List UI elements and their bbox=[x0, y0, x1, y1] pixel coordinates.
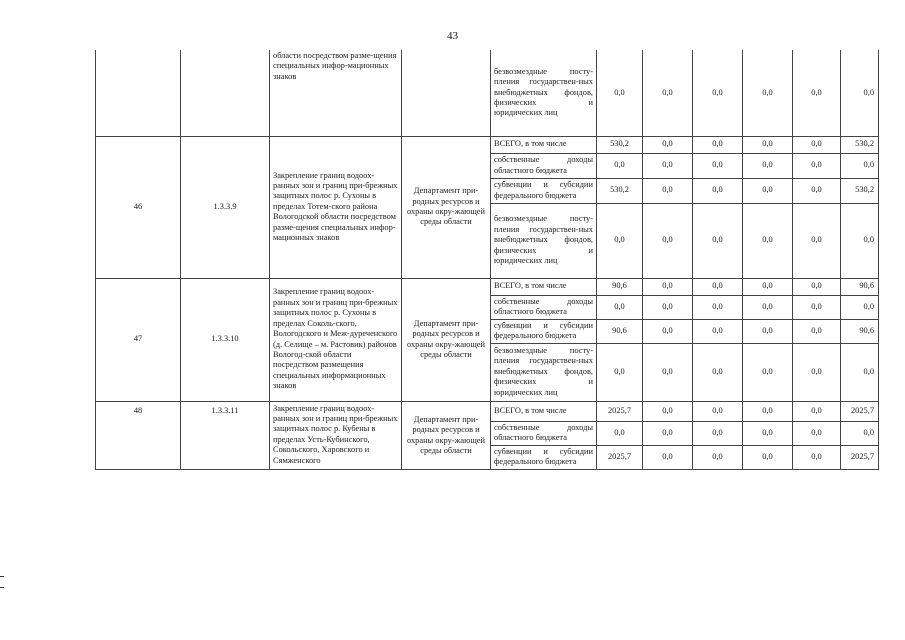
value-cell: 0,0 bbox=[743, 136, 793, 153]
value-cell: 0,0 bbox=[597, 203, 643, 278]
item-description: Закрепление границ водоох-ранных зон и границ при-брежных защитных полос р. Сухоны в пределах Соколь-ского, Вологодского и Меж-дуреченского (д. Селище – м. Растовик) районов Вологод-ской области посредством размещения специальных информационных знаков bbox=[270, 278, 402, 401]
responsible-cell bbox=[402, 50, 491, 136]
value-cell: 0,0 bbox=[743, 50, 793, 136]
item-number: 47 bbox=[96, 278, 181, 401]
item-code: 1.3.3.10 bbox=[181, 278, 270, 401]
value-cell: 0,0 bbox=[643, 278, 693, 295]
value-cell: 0,0 bbox=[643, 178, 693, 203]
value-cell: 0,0 bbox=[643, 295, 693, 319]
value-cell: 0,0 bbox=[693, 153, 743, 178]
value-cell: 2025,7 bbox=[841, 445, 879, 469]
funding-source: ВСЕГО, в том числе bbox=[491, 278, 597, 295]
value-cell: 0,0 bbox=[643, 445, 693, 469]
item-code-cell bbox=[181, 50, 270, 136]
value-cell: 0,0 bbox=[793, 178, 841, 203]
funding-source: субвенции и субсидии федерального бюджета bbox=[491, 178, 597, 203]
item-number: 46 bbox=[96, 136, 181, 278]
value-cell: 0,0 bbox=[841, 203, 879, 278]
value-cell: 0,0 bbox=[597, 50, 643, 136]
value-cell: 90,6 bbox=[841, 278, 879, 295]
value-cell: 0,0 bbox=[793, 278, 841, 295]
value-cell: 0,0 bbox=[743, 153, 793, 178]
funding-source: субвенции и субсидии федерального бюджета bbox=[491, 445, 597, 469]
funding-source: безвозмездные посту-пления государствен-ных внебюджетных фондов, физических и юридических лиц bbox=[491, 50, 597, 136]
table-row bbox=[96, 50, 879, 136]
funding-source: субвенции и субсидии федерального бюджета bbox=[491, 319, 597, 343]
value-cell: 0,0 bbox=[597, 343, 643, 401]
value-cell: 0,0 bbox=[693, 319, 743, 343]
value-cell: 0,0 bbox=[597, 295, 643, 319]
item-code: 1.3.3.11 bbox=[181, 401, 270, 469]
funding-source: ВСЕГО, в том числе bbox=[491, 401, 597, 421]
value-cell: 0,0 bbox=[643, 401, 693, 421]
responsible-department: Департамент при-родных ресурсов и охраны окру-жающей среды области bbox=[402, 278, 491, 401]
value-cell: 0,0 bbox=[643, 343, 693, 401]
value-cell: 0,0 bbox=[841, 295, 879, 319]
funding-source: безвозмездные посту-пления государствен-ных внебюджетных фондов, физических и юридических лиц bbox=[491, 203, 597, 278]
value-cell: 0,0 bbox=[693, 203, 743, 278]
item-description: области посредством разме-щения специальных инфор-мационных знаков bbox=[270, 50, 402, 136]
margin-mark bbox=[0, 576, 4, 588]
value-cell: 0,0 bbox=[793, 445, 841, 469]
value-cell: 0,0 bbox=[841, 343, 879, 401]
value-cell: 0,0 bbox=[743, 178, 793, 203]
value-cell: 0,0 bbox=[743, 401, 793, 421]
value-cell: 0,0 bbox=[743, 319, 793, 343]
value-cell: 0,0 bbox=[793, 203, 841, 278]
value-cell: 0,0 bbox=[693, 295, 743, 319]
value-cell: 0,0 bbox=[793, 401, 841, 421]
value-cell: 0,0 bbox=[793, 136, 841, 153]
funding-source: собственные доходы областного бюджета bbox=[491, 295, 597, 319]
value-cell: 0,0 bbox=[643, 421, 693, 445]
table-row bbox=[96, 401, 879, 421]
value-cell: 0,0 bbox=[597, 421, 643, 445]
value-cell: 0,0 bbox=[693, 445, 743, 469]
value-cell: 0,0 bbox=[693, 178, 743, 203]
funding-source: безвозмездные посту-пления государствен-ных внебюджетных фондов, физических и юридических лиц bbox=[491, 343, 597, 401]
value-cell: 530,2 bbox=[841, 178, 879, 203]
value-cell: 0,0 bbox=[743, 295, 793, 319]
value-cell: 0,0 bbox=[693, 343, 743, 401]
funding-source: собственные доходы областного бюджета bbox=[491, 153, 597, 178]
value-cell: 90,6 bbox=[597, 319, 643, 343]
value-cell: 90,6 bbox=[597, 278, 643, 295]
value-cell: 0,0 bbox=[743, 203, 793, 278]
responsible-department: Департамент при-родных ресурсов и охраны окру-жающей среды области bbox=[402, 401, 491, 469]
value-cell: 0,0 bbox=[643, 50, 693, 136]
funding-source: ВСЕГО, в том числе bbox=[491, 136, 597, 153]
table-row bbox=[96, 278, 879, 295]
value-cell: 90,6 bbox=[841, 319, 879, 343]
value-cell: 2025,7 bbox=[841, 401, 879, 421]
value-cell: 0,0 bbox=[643, 203, 693, 278]
value-cell: 0,0 bbox=[693, 136, 743, 153]
value-cell: 0,0 bbox=[693, 278, 743, 295]
value-cell: 530,2 bbox=[841, 136, 879, 153]
value-cell: 0,0 bbox=[743, 445, 793, 469]
value-cell: 0,0 bbox=[793, 50, 841, 136]
value-cell: 0,0 bbox=[743, 343, 793, 401]
value-cell: 0,0 bbox=[841, 421, 879, 445]
value-cell: 0,0 bbox=[841, 50, 879, 136]
responsible-department: Департамент при-родных ресурсов и охраны окру-жающей среды области bbox=[402, 136, 491, 278]
item-description: Закрепление границ водоох-ранных зон и границ при-брежных защитных полос р. Кубены в пределах Усть-Кубинского, Сокольского, Харовского и Сямженского bbox=[270, 401, 402, 469]
value-cell: 0,0 bbox=[841, 153, 879, 178]
value-cell: 2025,7 bbox=[597, 401, 643, 421]
value-cell: 0,0 bbox=[643, 153, 693, 178]
value-cell: 0,0 bbox=[643, 136, 693, 153]
item-number-cell bbox=[96, 50, 181, 136]
value-cell: 0,0 bbox=[793, 343, 841, 401]
funding-source: собственные доходы областного бюджета bbox=[491, 421, 597, 445]
value-cell: 0,0 bbox=[597, 153, 643, 178]
item-description: Закрепление границ водоох-ранных зон и границ при-брежных защитных полос р. Сухоны в пределах Тотем-ского района Вологодской области посредством разме-щения специальных инфор-мационных знаков bbox=[270, 136, 402, 278]
value-cell: 530,2 bbox=[597, 136, 643, 153]
value-cell: 0,0 bbox=[693, 421, 743, 445]
value-cell: 0,0 bbox=[693, 50, 743, 136]
value-cell: 2025,7 bbox=[597, 445, 643, 469]
value-cell: 0,0 bbox=[743, 421, 793, 445]
value-cell: 530,2 bbox=[597, 178, 643, 203]
item-number: 48 bbox=[96, 401, 181, 469]
value-cell: 0,0 bbox=[793, 153, 841, 178]
value-cell: 0,0 bbox=[793, 421, 841, 445]
page-number: 43 bbox=[447, 30, 458, 42]
table-row bbox=[96, 136, 879, 153]
value-cell: 0,0 bbox=[693, 401, 743, 421]
value-cell: 0,0 bbox=[743, 278, 793, 295]
item-code: 1.3.3.9 bbox=[181, 136, 270, 278]
value-cell: 0,0 bbox=[643, 319, 693, 343]
budget-table bbox=[95, 50, 879, 470]
value-cell: 0,0 bbox=[793, 319, 841, 343]
value-cell: 0,0 bbox=[793, 295, 841, 319]
